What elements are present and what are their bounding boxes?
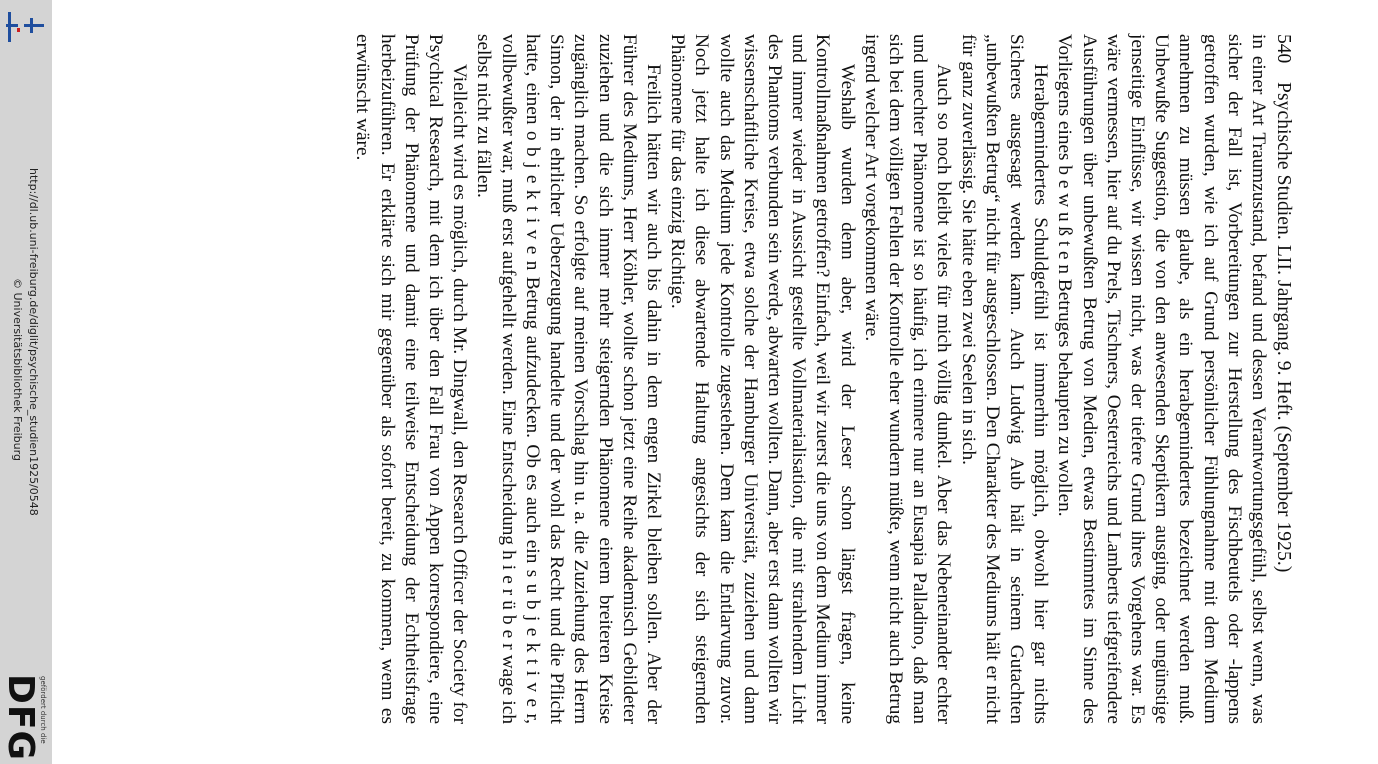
scanned-page-view xyxy=(56,0,1372,764)
paragraph: in einer Art Traumzustand, befand und dessen Verantwortungsgefühl, selbst wenn, was sicher der Fall ist, Vorbereitungen zur Herstellung des Fischbeutels oder -lappens getroffen wurden, wie ich auf Grund persönlicher Fühlungnahme mit dem Medium annehmen zu müssen glaube, als ein herabgemindertes bezeichnet werden muß. Unbewußte Suggestion, die von den anwesenden Skeptikern ausging, oder ungünstige jenseitige Einflüsse, wir wissen nicht, was der tiefere Grund ihres Vorgehens war. Es wäre vermessen, hier auf du Prels, Tischners, Oesterreichs und Lamberts tiefgreifendere Ausführungen über unbewußten Betrug von Medien, etwas Bestimmtes im Sinne des Vorliegens eines b e w u ß t e n Betruges behaupten zu wollen. xyxy=(1054,34,1269,724)
running-head xyxy=(1272,34,1294,724)
document-page xyxy=(154,34,1294,724)
journal-header: Psychische Studien. LII. Jahrgang. 9. Heft. (September 1925.) xyxy=(1273,82,1294,573)
source-url[interactable]: http://dl.ub.uni-freiburg.de/diglit/psychische_studien1925/0548 xyxy=(27,168,40,516)
ub-freiburg-logo-icon xyxy=(4,6,44,48)
page-number: 540 xyxy=(1273,34,1294,64)
paragraph: Vielleicht wird es möglich, durch Mr. Dingwall, den Research Officer der Society for Psychical Research, mit dem ich über den Fall Frau von Appen korrespondiere, eine Prüfung der Phänomene und damit eine teilweise Entscheidung der Echtheitsfrage herbeizuführen. Er erklärte sich mir gegenüber als sofort bereit, zu kommen, wenn es erwünscht wäre. xyxy=(352,34,471,724)
copyright-notice: © Universitätsbibliothek Freiburg xyxy=(11,278,24,461)
viewer-sidebar xyxy=(0,0,52,764)
dfg-caption: gefördert durch die xyxy=(39,676,47,744)
paragraph: Freilich hätten wir auch bis dahin in dem engen Zirkel bleiben sollen. Aber der Führer des Mediums, Herr Köhler, wollte schon jetzt eine Reihe akademisch Gebildeter zuziehen und die sich immer mehr steigernden Phänomene einem breiteren Kreise zugänglich machen. So erfolgte auf meinen Vorschlag hin u. a. die Zuziehung des Herrn Simon, der in ehrlicher Ueberzeugung handelte und der wohl das Recht und die Pflicht hatte, einen o b j e k t i v e n Betrug aufzudecken. Ob es auch ein s u b j e k t i v e r, vollbewußter war, muß erst aufgehellt werden. Eine Entscheidung h i e r ü b e r wage ich selbst nicht zu fällen. xyxy=(473,34,664,724)
paragraph: Weshalb wurden denn aber, wird der Leser schon längst fragen, keine Kontrollmaßnahmen getroffen? Einfach, weil wir zuerst die uns von dem Medium immer und immer wieder in Aussicht gestellte Vollmaterialisation, die mit strahlendem Licht des Phantoms verbunden sein werde, abwarten wollten. Dann, aber erst dann wollten wir wissenschaftliche Kreise, etwa solche der Hamburger Universität, zuziehen und dann wollte auch das Medium jede Kontrolle zugestehen. Dem kam die Entlarvung zuvor. Noch jetzt halte ich diese abwartende Haltung angesichts der sich steigernden Phänomene für das einzig Richtige. xyxy=(667,34,858,724)
dfg-logo: DFG xyxy=(0,674,41,762)
paragraph: Auch so noch bleibt vieles für mich völlig dunkel. Aber das Nebeneinander echter und unechter Phänomene ist so häufig, ich erinnere nur an Eusapia Palladino, daß man sich bei dem völligen Fehlen der Kontrolle eher wundern müßte, wenn nicht auch Betrug irgend welcher Art vorgekommen wäre. xyxy=(860,34,955,724)
paragraph: Herabgemindertes Schuldgefühl ist immerhin möglich, obwohl hier gar nichts Sicheres ausgesagt werden kann. Auch Ludwig Aub hält in seinem Gutachten „unbewußten Betrug“ nicht für ausgeschlossen. Den Charakter des Mediums hält er nicht für ganz zuverlässig. Sie hätte eben zwei Seelen in sich. xyxy=(957,34,1052,724)
